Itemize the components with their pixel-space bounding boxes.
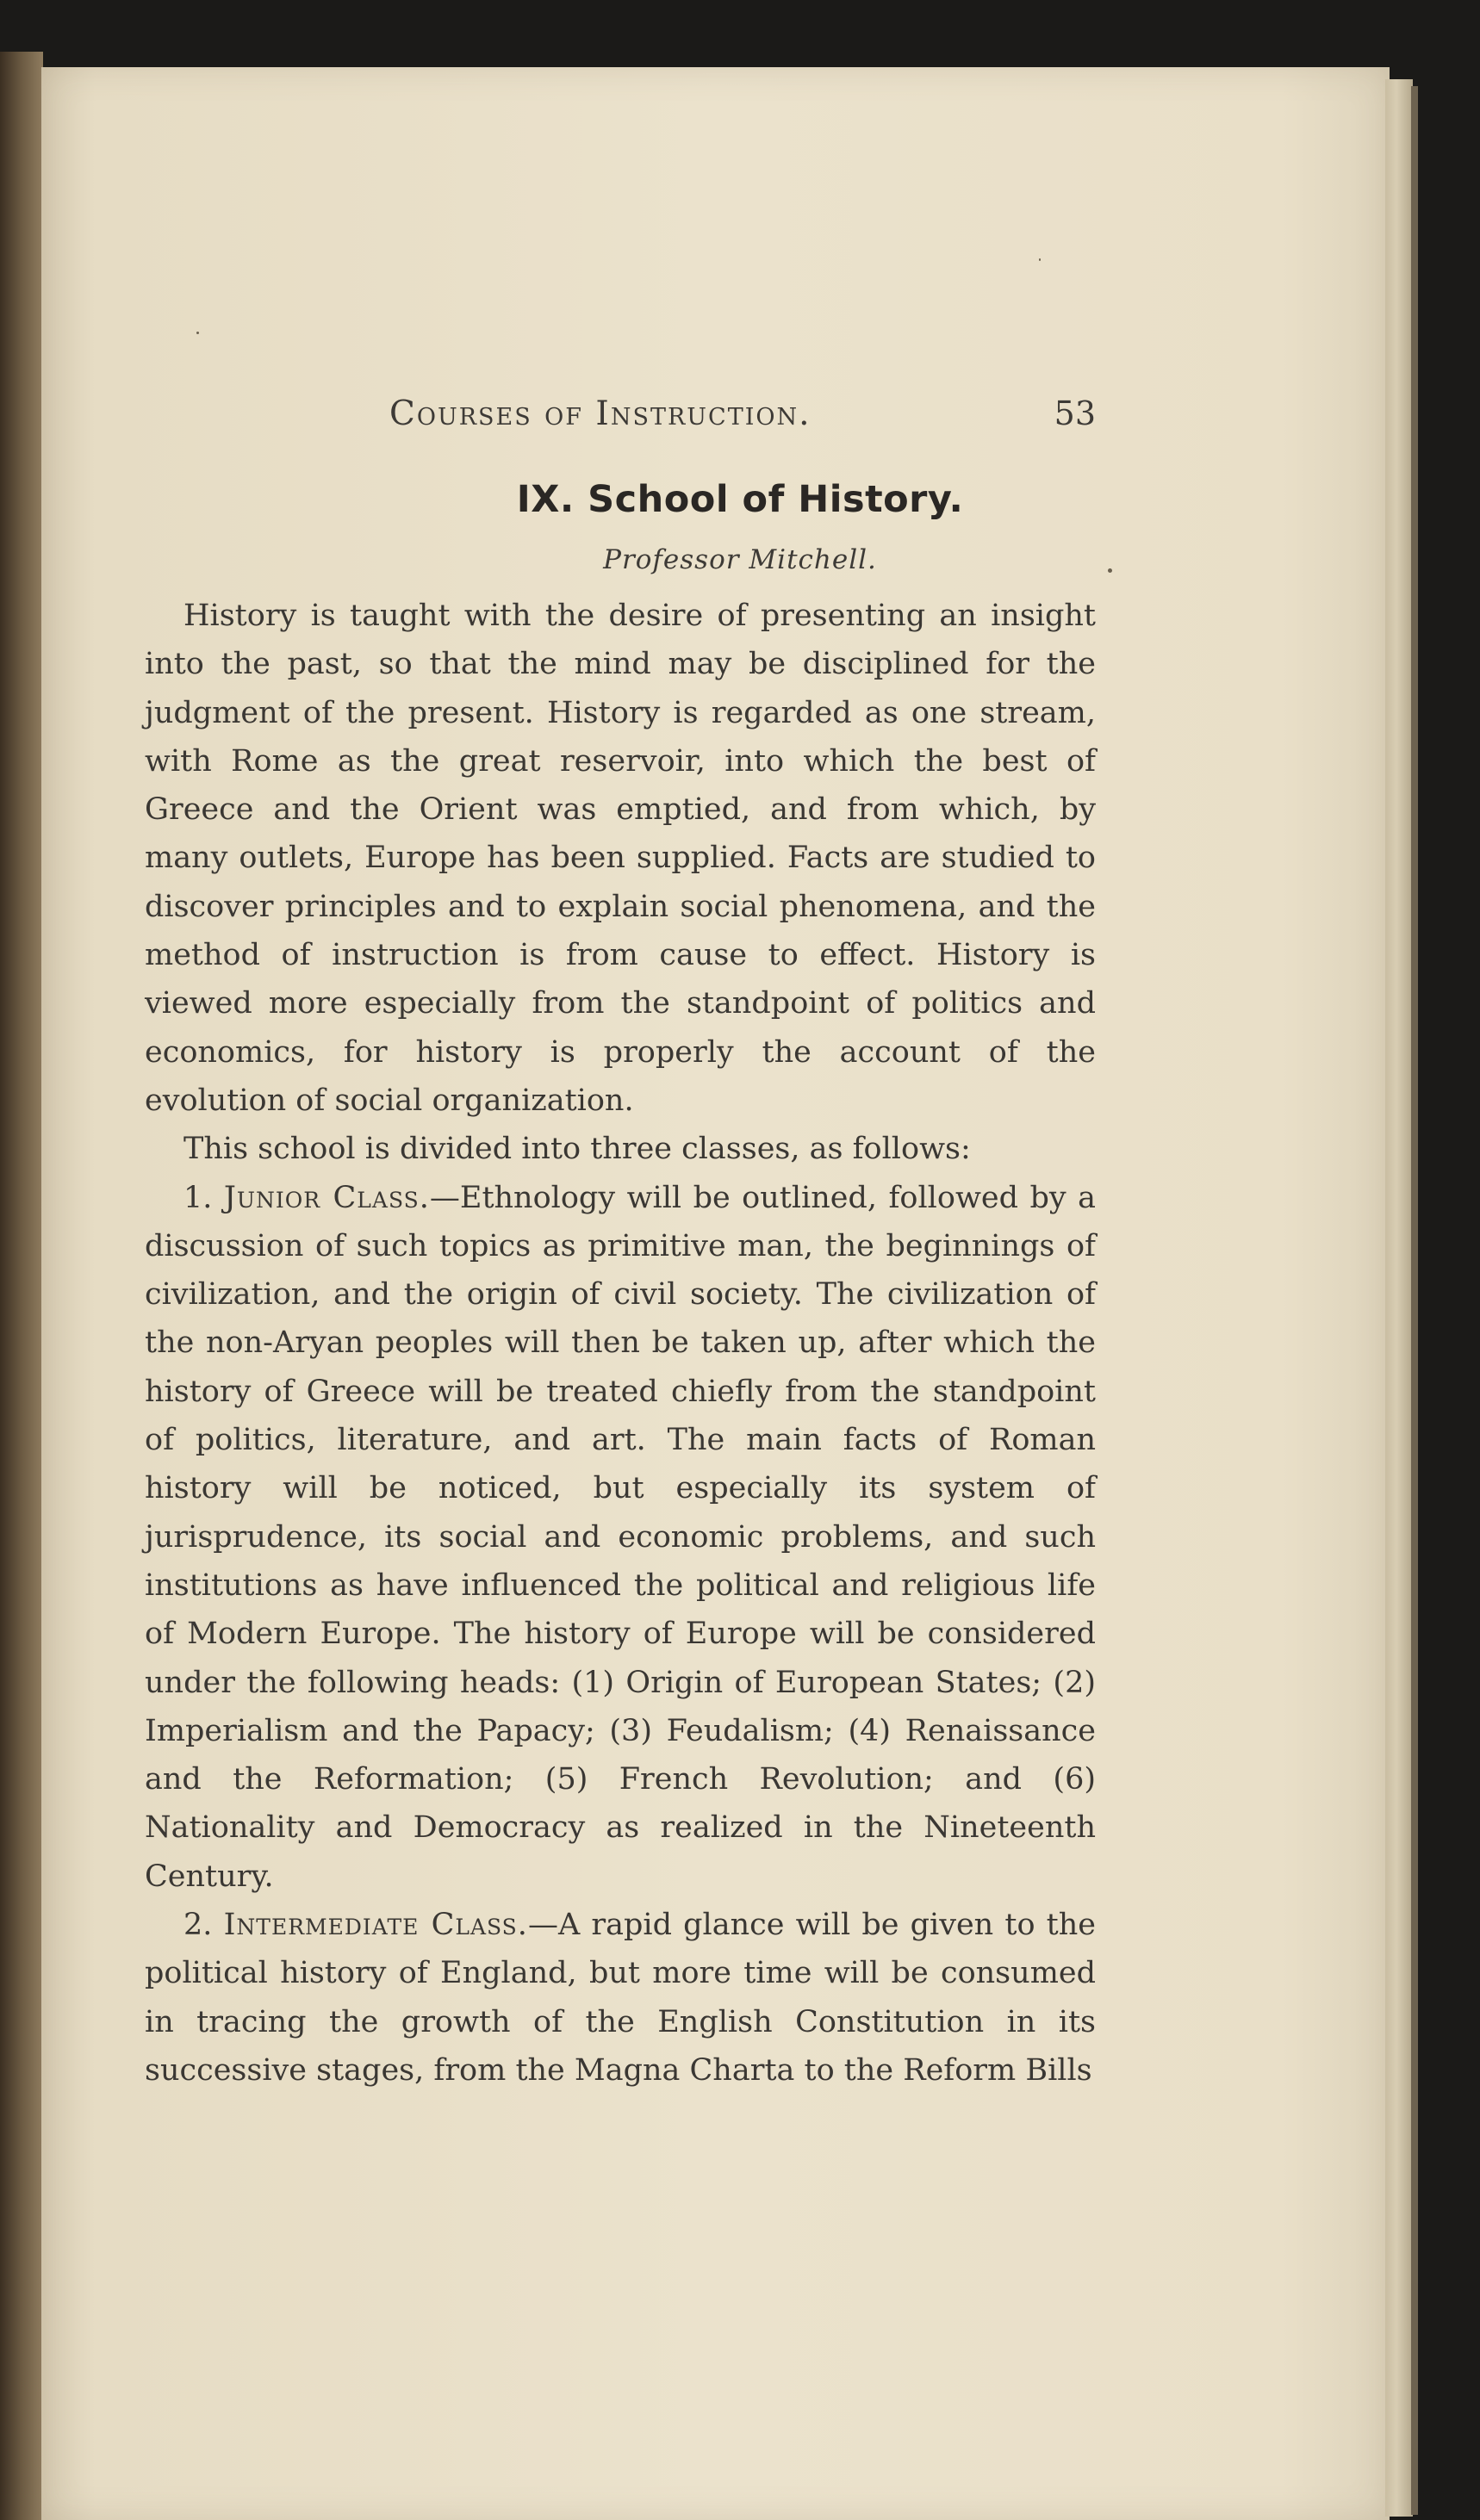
paragraph-intermediate-class [145, 1901, 1096, 2095]
paragraph-introduction: History is taught with the desire of presenting an insight into the past, so that the mind may be disciplined for the judgment of the present. History is regarded as one stream, with Rome as the great reservoir, into which the best of Greece and the Orient was emptied, and from which, by many outlets, Europe has been supplied. Facts are studied to discover principles and to explain social phenomena, and the method of instruction is from cause to effect. History is viewed more especially from the standpoint of politics and economics, for history is properly the account of the evolution of social organization. [145, 599, 1096, 1118]
intermediate-class-text: —A rapid glance will be given to the political history of England, but more time will be consumed in tracing the growth of the English Constitution in its successive stages, from the Magna Charta to the Reform Bills [145, 1908, 1097, 2088]
body-text [145, 592, 1096, 2095]
junior-class-text: —Ethnology will be outlined, followed by a discussion of such topics as primitive man, the beginnings of civilization, and the origin of civil society. The civilization of the non-Aryan peoples will then be taken up, after which the history of Greece will be treated chiefly from the standpoint of politics, literature, and art. The main facts of Roman history will be noticed, but especially its system of jurisprudence, its social and economic problems, and such institutions as have influenced the political and religious life of Modern Europe. The history of Europe will be considered under the following heads: (1) Origin of European States; (2) Imperialism and the Papacy; (3) Feudalism; (4) Renaissance and the Reformation; (5) French Revolution; and (6) Nationality and Democracy as realized in the Nineteenth Century. [145, 1180, 1096, 1894]
junior-class-heading: Junior Class. [223, 1180, 430, 1215]
page-number: 53 [1054, 394, 1096, 432]
running-head-title: Courses of Instruction. [389, 394, 812, 433]
intermediate-class-heading: Intermediate Class. [223, 1908, 528, 1943]
paragraph-classes-overview: This school is divided into three classes, as follows: [183, 1132, 971, 1167]
page-stack-edge [1385, 79, 1413, 2517]
paragraph-junior-class [145, 1174, 1096, 1901]
professor-name: Professor Mitchell. [603, 544, 877, 575]
book-binding-edge [0, 52, 43, 2520]
section-title: IX. School of History. [516, 478, 964, 521]
paper-speck [1039, 258, 1041, 261]
intermediate-class-number: 2. [183, 1908, 213, 1943]
junior-class-number: 1. [183, 1180, 213, 1215]
page-stack-shadow [1411, 86, 1418, 2515]
paper-speck [196, 332, 199, 334]
running-head [389, 394, 1096, 446]
